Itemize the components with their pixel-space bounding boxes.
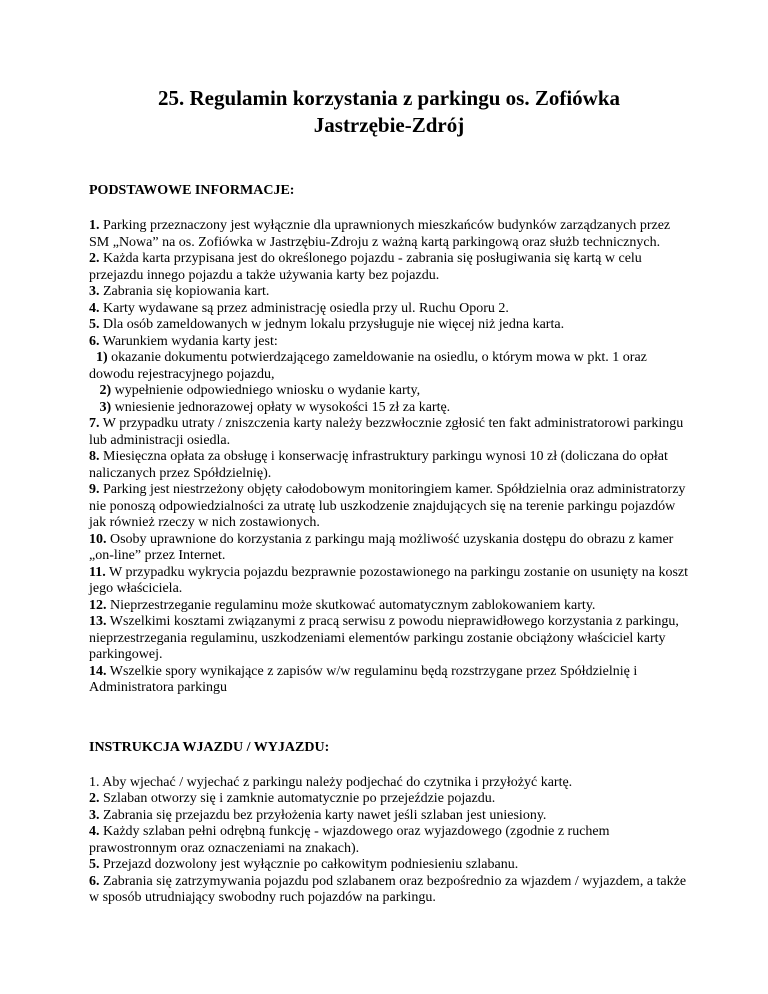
rule-item-2: 2. Każda karta przypisana jest do określonego pojazdu - zabrania się posługiwania się kartą w celu przejazdu innego pojazdu a także używania karty bez pojazdu. [89,251,642,283]
section-heading-basic-info: PODSTAWOWE INFORMACJE: [89,183,295,198]
rule-item-8: 8. Miesięczna opłata za obsługę i konserwację infrastruktury parkingu wynosi 10 zł (doliczana do opłat naliczanych przez Spółdzielnię). [89,449,668,481]
rule-subitem-1: 1) okazanie dokumentu potwierdzającego zameldowanie na osiedlu, o którym mowa w pkt. 1 oraz dowodu rejestracyjnego pojazdu, [89,350,647,382]
instruction-item-5: 5. Przejazd dozwolony jest wyłącznie po całkowitym podniesieniu szlabanu. [89,857,519,872]
instruction-item-4: 4. Każdy szlaban pełni odrębną funkcję - wjazdowego oraz wyjazdowego (zgodnie z ruchem prawostronnym oraz oznaczeniami na znakach). [89,824,610,856]
rule-item-7: 7. W przypadku utraty / zniszczenia karty należy bezzwłocznie zgłosić ten fakt administratorowi parkingu lub administracji osiedla. [89,416,684,448]
basic-info-list [89,218,689,697]
rule-item-3: 3. Zabrania się kopiowania kart. [89,284,270,299]
document-page [89,60,689,907]
rule-item-9: 9. Parking jest niestrzeżony objęty całodobowym monitoringiem kamer. Spółdzielnia oraz administratorzy nie ponoszą odpowiedzialności za utratę lub uszkodzenie znajdujących się na terenie parkingu pojazdów jak również rzeczy w nich zostawionych. [89,482,686,530]
instruction-item-1: 1. Aby wjechać / wyjechać z parkingu należy podjechać do czytnika i przyłożyć kartę. [89,774,573,790]
rule-item-4: 4. Karty wydawane są przez administrację osiedla przy ul. Ruchu Oporu 2. [89,300,509,316]
rule-item-6: 6. Warunkiem wydania karty jest: [89,333,278,349]
section-heading-entry-exit: INSTRUKCJA WJAZDU / WYJAZDU: [89,739,330,755]
rule-subitem-2: 2) wypełnienie odpowiedniego wniosku o wydanie karty, [99,383,421,398]
instruction-item-2: 2. Szlaban otworzy się i zamknie automatycznie po przejeździe pojazdu. [89,791,496,806]
rule-item-12: 12. Nieprzestrzeganie regulaminu może skutkować automatycznym zablokowaniem karty. [89,597,596,613]
rule-item-13: 13. Wszelkimi kosztami związanymi z pracą serwisu z powodu nieprawidłowego korzystania z parkingu, nieprzestrzegania regulaminu, uszkodzeniami elementów parkingu zostanie obciążony właściciel karty parkingowej. [89,614,679,662]
rule-item-5: 5. Dla osób zameldowanych w jednym lokalu przysługuje nie więcej niż jedna karta. [89,317,565,332]
rule-item-14: 14. Wszelkie spory wynikające z zapisów w/w regulaminu będą rozstrzygane przez Spółdzielnię i Administratora parkingu [89,663,638,695]
title-line-1: 25. Regulamin korzystania z parkingu os. Zofiówka [157,86,621,110]
rule-subitem-3: 3) wniesienie jednorazowej opłaty w wysokości 15 zł za kartę. [99,399,451,415]
rule-item-11: 11. W przypadku wykrycia pojazdu bezprawnie pozostawionego na parkingu zostanie on usunięty na koszt jego właściciela. [89,564,688,596]
document-title [89,85,689,139]
rule-item-10: 10. Osoby uprawnione do korzystania z parkingu mają możliwość uzyskania dostępu do obrazu z kamer „on-line” przez Internet. [89,531,674,563]
instruction-item-3: 3. Zabrania się przejazdu bez przyłożenia karty nawet jeśli szlaban jest uniesiony. [89,807,547,823]
rule-item-1: 1. Parking przeznaczony jest wyłącznie dla uprawnionych mieszkańców budynków zarządzanych przez SM „Nowa” na os. Zofiówka w Jastrzębiu-Zdroju z ważną kartą parkingową oraz służb technicznych. [89,218,671,250]
title-line-2: Jastrzębie-Zdrój [313,113,465,137]
entry-exit-list [89,775,689,907]
instruction-item-6: 6. Zabrania się zatrzymywania pojazdu pod szlabanem oraz bezpośrednio za wjazdem / wyjazdem, a także w sposób utrudniający swobodny ruch pojazdów na parkingu. [89,873,687,905]
